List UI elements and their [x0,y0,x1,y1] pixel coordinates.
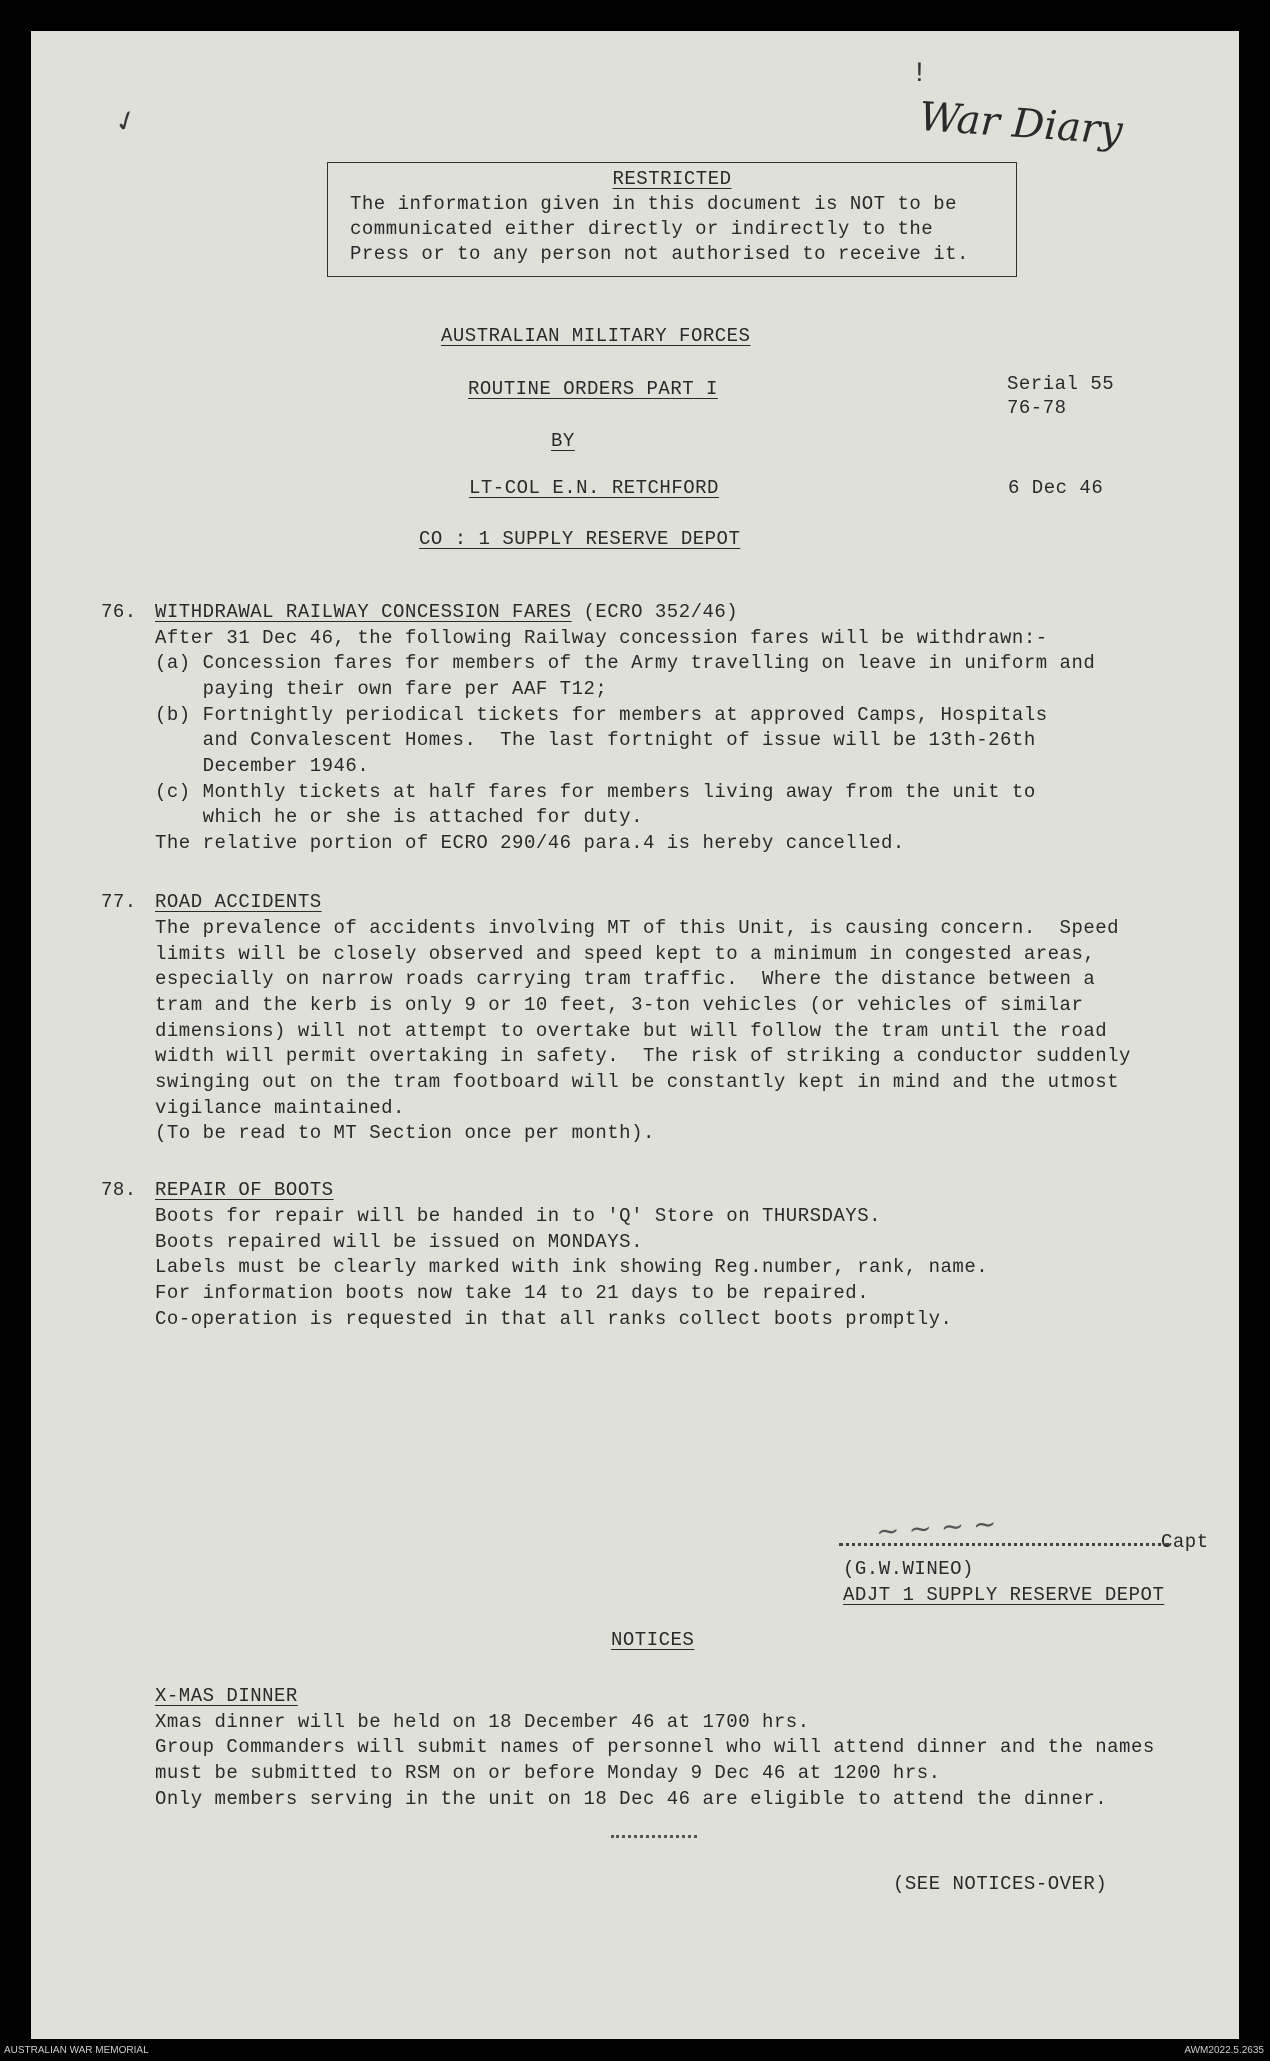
item-line: December 1946. [155,755,370,777]
notice-line: Group Commanders will submit names of personnel who will attend dinner and the names [155,1736,1155,1758]
divider [611,1835,697,1838]
item-line: and Convalescent Homes. The last fortnight of issue will be 13th-26th [155,729,1036,751]
header-date: 6 Dec 46 [1008,477,1104,499]
item-heading-line [155,601,738,623]
item-line: (c) Monthly tickets at half fares for members living away from the unit to [155,781,1036,803]
item-line: width will permit overtaking in safety. The risk of striking a conductor suddenly [155,1045,1131,1067]
header-by: BY [551,430,575,452]
item-line: The relative portion of ECRO 290/46 para.4 is hereby cancelled. [155,832,905,854]
item-line: (To be read to MT Section once per month). [155,1122,655,1144]
notice-line: Only members serving in the unit on 18 Dec 46 are eligible to attend the dinner. [155,1788,1108,1810]
notices-heading: NOTICES [611,1629,695,1651]
item-line: Boots repaired will be issued on MONDAYS. [155,1231,643,1253]
item-heading: REPAIR OF BOOTS [155,1179,334,1201]
item-line: Co-operation is requested in that all ranks collect boots promptly. [155,1308,953,1330]
item-number: 76. [101,601,137,623]
restricted-notice-box [327,162,1017,277]
notice-line: Xmas dinner will be held on 18 December 46 at 1700 hrs. [155,1711,810,1733]
item-line: (b) Fortnightly periodical tickets for members at approved Camps, Hospitals [155,704,1048,726]
signature-capt: Capt [1161,1531,1209,1553]
item-ref: (ECRO 352/46) [571,601,739,623]
item-line: For information boots now take 14 to 21 days to be repaired. [155,1282,870,1304]
item-line: Labels must be clearly marked with ink showing Reg.number, rank, name. [155,1256,989,1278]
item-line: tram and the kerb is only 9 or 10 feet, 3-ton vehicles (or vehicles of similar [155,994,1084,1016]
see-notices-over: (SEE NOTICES-OVER) [893,1873,1108,1895]
item-heading: ROAD ACCIDENTS [155,891,322,913]
header-officer: LT-COL E.N. RETCHFORD [469,477,719,499]
item-line: The prevalence of accidents involving MT of this Unit, is causing concern. Speed [155,917,1120,939]
restricted-line: The information given in this document is NOT to be [350,193,957,215]
pencil-mark: ! [911,59,928,90]
item-line: After 31 Dec 46, the following Railway concession fares will be withdrawn:- [155,627,1048,649]
notice-line: must be submitted to RSM on or before Monday 9 Dec 46 at 1200 hrs. [155,1762,941,1784]
item-number: 78. [101,1179,137,1201]
item-line: especially on narrow roads carrying tram traffic. Where the distance between a [155,968,1096,990]
header-serial: Serial 55 [1007,373,1115,395]
header-org: AUSTRALIAN MILITARY FORCES [441,325,751,347]
signature-title: ADJT 1 SUPPLY RESERVE DEPOT [843,1584,1165,1606]
restricted-title: RESTRICTED [612,168,732,190]
document-page [31,31,1239,2039]
item-line: paying their own fare per AAF T12; [155,678,608,700]
item-line: vigilance maintained. [155,1097,405,1119]
header-range: 76-78 [1007,397,1067,419]
item-line: (a) Concession fares for members of the Army travelling on leave in uniform and [155,652,1096,674]
header-title: ROUTINE ORDERS PART I [468,378,718,400]
tick-mark-icon: ✓ [110,101,142,144]
restricted-line: Press or to any person not authorised to receive it. [350,243,969,265]
item-line: dimensions) will not attempt to overtake but will follow the tram until the road [155,1020,1108,1042]
item-heading: WITHDRAWAL RAILWAY CONCESSION FARES [155,601,572,623]
xmas-title: X-MAS DINNER [155,1685,298,1707]
handwritten-note: War Diary [917,93,1125,155]
header-unit: CO : 1 SUPPLY RESERVE DEPOT [419,528,741,550]
signature-dotted-line [839,1543,1169,1546]
restricted-line: communicated either directly or indirectly to the [350,218,934,240]
footer-right: AWM2022.5.2635 [1184,2045,1264,2056]
signature-scrawl: ~ ~ ~ ~ [874,1506,998,1549]
item-line: swinging out on the tram footboard will be constantly kept in mind and the utmost [155,1071,1120,1093]
item-line: Boots for repair will be handed in to 'Q' Store on THURSDAYS. [155,1205,882,1227]
item-number: 77. [101,891,137,913]
footer-left: AUSTRALIAN WAR MEMORIAL [4,2045,149,2056]
signature-name: (G.W.WINEO) [843,1558,974,1580]
item-line: which he or she is attached for duty. [155,806,643,828]
item-line: limits will be closely observed and speed kept to a minimum in congested areas, [155,943,1096,965]
